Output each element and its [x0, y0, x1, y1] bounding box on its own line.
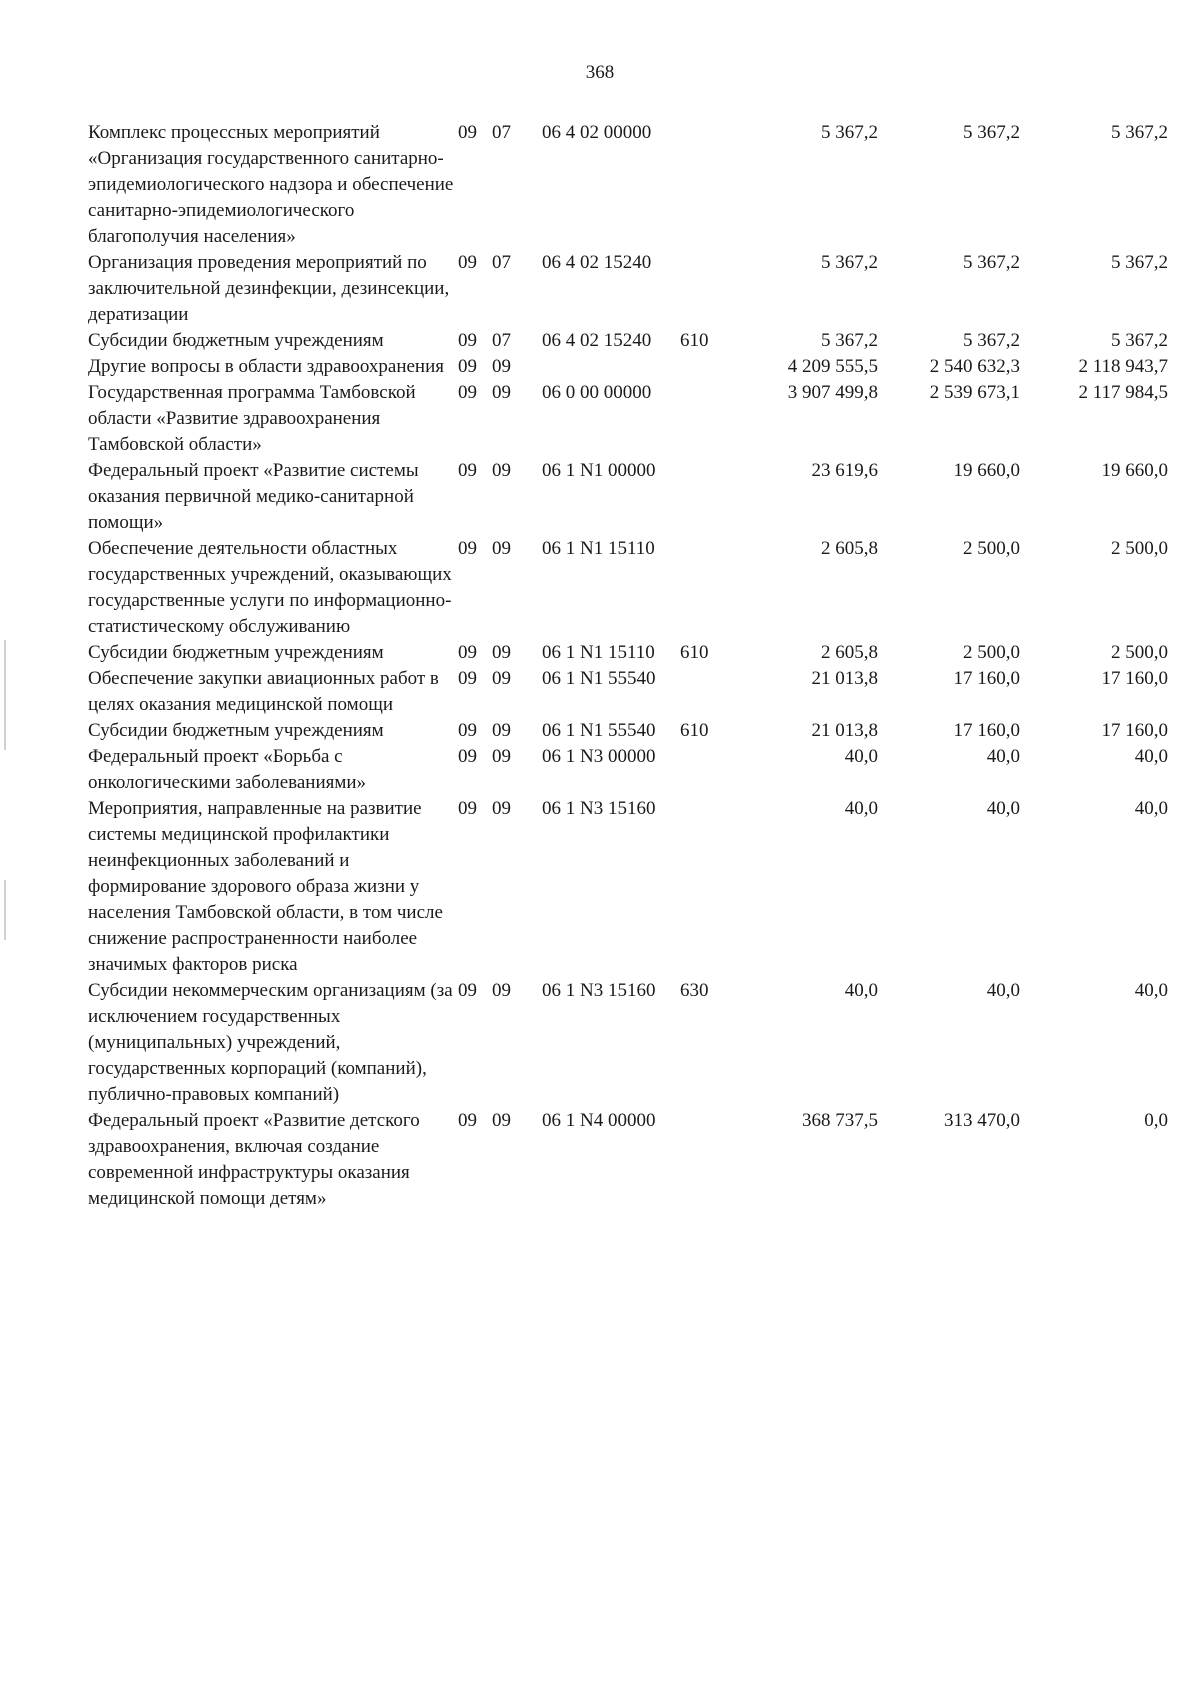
row-subsection-code: 07 [492, 330, 511, 351]
table-row [88, 120, 1168, 250]
table-row [88, 744, 1168, 796]
row-amount-1: 2 605,8 [821, 642, 878, 663]
row-subsection-code: 07 [492, 252, 511, 273]
row-subsection-code: 09 [492, 460, 511, 481]
row-expense-type [680, 796, 724, 978]
row-target-article: 06 0 00 00000 [542, 382, 652, 403]
row-name: Федеральный проект «Развитие системы оказания первичной медико-санитарной помощи» [88, 460, 419, 533]
table-row [88, 380, 1168, 458]
row-section-code: 09 [458, 538, 477, 559]
row-amount-1: 21 013,8 [811, 668, 878, 689]
row-section-code: 09 [458, 980, 477, 1001]
row-amount-1: 21 013,8 [811, 720, 878, 741]
table-row [88, 978, 1168, 1108]
row-name: Субсидии бюджетным учреждениям [88, 330, 384, 351]
table-row [88, 666, 1168, 718]
table-row [88, 536, 1168, 640]
scan-edge-mark [4, 640, 6, 750]
row-expense-type: 610 [680, 330, 709, 351]
row-amount-2: 19 660,0 [953, 460, 1020, 481]
row-amount-3: 40,0 [1134, 980, 1168, 1001]
row-name: Обеспечение деятельности областных государственных учреждений, оказывающих государственные услуги по информационно-статистическому обслуживанию [88, 538, 452, 637]
row-target-article: 06 1 N1 55540 [542, 720, 656, 741]
row-section-code: 09 [458, 798, 477, 819]
row-amount-2: 40,0 [986, 798, 1020, 819]
table-row [88, 718, 1168, 744]
row-target-article: 06 1 N1 15110 [542, 538, 655, 559]
row-expense-type [680, 744, 724, 796]
scan-edge-mark [4, 880, 6, 940]
row-target-article: 06 4 02 00000 [542, 122, 652, 143]
row-name: Другие вопросы в области здравоохранения [88, 356, 445, 377]
row-amount-2: 5 367,2 [963, 252, 1020, 273]
table-row [88, 354, 1168, 380]
row-name: Организация проведения мероприятий по заключительной дезинфекции, дезинсекции, дератизации [88, 252, 450, 325]
row-expense-type [680, 458, 724, 536]
row-amount-2: 17 160,0 [953, 668, 1020, 689]
row-amount-2: 2 500,0 [963, 642, 1020, 663]
row-amount-3: 5 367,2 [1111, 122, 1168, 143]
row-amount-1: 368 737,5 [802, 1110, 878, 1131]
table-row [88, 250, 1168, 328]
row-amount-2: 40,0 [986, 980, 1020, 1001]
row-amount-1: 40,0 [844, 980, 878, 1001]
row-name: Субсидии бюджетным учреждениям [88, 720, 384, 741]
row-subsection-code: 09 [492, 798, 511, 819]
row-name: Субсидии некоммерческим организациям (за исключением государственных (муниципальных) учреждений, государственных корпораций (компаний), публично-правовых компаний) [88, 980, 453, 1105]
row-amount-3: 2 500,0 [1111, 538, 1168, 559]
row-subsection-code: 09 [492, 642, 511, 663]
row-subsection-code: 09 [492, 356, 511, 377]
row-section-code: 09 [458, 1110, 477, 1131]
row-amount-3: 2 117 984,5 [1078, 382, 1168, 403]
row-expense-type [680, 250, 724, 328]
page-number: 368 [585, 62, 615, 83]
row-target-article: 06 1 N3 15160 [542, 980, 656, 1001]
row-amount-2: 5 367,2 [963, 122, 1020, 143]
row-section-code: 09 [458, 642, 477, 663]
row-amount-3: 40,0 [1134, 746, 1168, 767]
row-expense-type [680, 536, 724, 640]
row-target-article [542, 354, 680, 380]
row-section-code: 09 [458, 252, 477, 273]
row-amount-1: 5 367,2 [821, 122, 878, 143]
row-section-code: 09 [458, 356, 477, 377]
table-row [88, 328, 1168, 354]
row-section-code: 09 [458, 746, 477, 767]
row-subsection-code: 09 [492, 538, 511, 559]
row-amount-3: 5 367,2 [1111, 330, 1168, 351]
row-expense-type [680, 120, 724, 250]
row-name: Субсидии бюджетным учреждениям [88, 642, 384, 663]
row-expense-type [680, 354, 724, 380]
row-amount-2: 5 367,2 [963, 330, 1020, 351]
row-name: Комплекс процессных мероприятий «Организация государственного санитарно-эпидемиологического надзора и обеспечение санитарно-эпидемиологического благополучия населения» [88, 122, 454, 247]
row-expense-type [680, 1108, 724, 1212]
row-expense-type: 630 [680, 980, 709, 1001]
row-name: Государственная программа Тамбовской области «Развитие здравоохранения Тамбовской области» [88, 382, 416, 455]
budget-table-body [88, 120, 1168, 1212]
row-amount-1: 5 367,2 [821, 252, 878, 273]
row-amount-1: 5 367,2 [821, 330, 878, 351]
budget-table [88, 120, 1168, 1212]
row-section-code: 09 [458, 330, 477, 351]
row-amount-1: 3 907 499,8 [787, 382, 878, 403]
row-name: Федеральный проект «Борьба с онкологическими заболеваниями» [88, 746, 367, 793]
row-section-code: 09 [458, 382, 477, 403]
row-section-code: 09 [458, 122, 477, 143]
row-target-article: 06 1 N4 00000 [542, 1110, 656, 1131]
row-amount-2: 40,0 [986, 746, 1020, 767]
row-subsection-code: 09 [492, 668, 511, 689]
row-amount-3: 17 160,0 [1101, 720, 1168, 741]
table-row [88, 1108, 1168, 1212]
row-expense-type [680, 666, 724, 718]
row-expense-type [680, 380, 724, 458]
row-section-code: 09 [458, 720, 477, 741]
table-row [88, 640, 1168, 666]
row-amount-3: 5 367,2 [1111, 252, 1168, 273]
row-amount-3: 2 500,0 [1111, 642, 1168, 663]
row-name: Федеральный проект «Развитие детского здравоохранения, включая создание современной инфраструктуры оказания медицинской помощи детям» [88, 1110, 420, 1209]
row-target-article: 06 4 02 15240 [542, 252, 652, 273]
row-amount-3: 17 160,0 [1101, 668, 1168, 689]
row-subsection-code: 09 [492, 382, 511, 403]
row-amount-3: 19 660,0 [1101, 460, 1168, 481]
row-amount-2: 17 160,0 [953, 720, 1020, 741]
row-name: Обеспечение закупки авиационных работ в целях оказания медицинской помощи [88, 668, 439, 715]
row-target-article: 06 4 02 15240 [542, 330, 652, 351]
row-section-code: 09 [458, 668, 477, 689]
row-target-article: 06 1 N1 55540 [542, 668, 656, 689]
row-subsection-code: 09 [492, 720, 511, 741]
table-row [88, 796, 1168, 978]
row-amount-1: 23 619,6 [811, 460, 878, 481]
row-amount-2: 2 540 632,3 [929, 356, 1020, 377]
row-expense-type: 610 [680, 642, 709, 663]
row-subsection-code: 09 [492, 980, 511, 1001]
row-amount-1: 40,0 [844, 798, 878, 819]
row-target-article: 06 1 N3 15160 [542, 798, 656, 819]
table-row [88, 458, 1168, 536]
row-target-article: 06 1 N1 15110 [542, 642, 655, 663]
row-amount-2: 2 539 673,1 [929, 382, 1020, 403]
row-target-article: 06 1 N3 00000 [542, 746, 656, 767]
row-name: Мероприятия, направленные на развитие системы медицинской профилактики неинфекционных заболеваний и формирование здорового образа жизни у населения Тамбовской области, в том числе снижение распространенности наиболее значимых факторов риска [88, 798, 443, 975]
row-amount-3: 2 118 943,7 [1078, 356, 1168, 377]
row-subsection-code: 07 [492, 122, 511, 143]
row-amount-2: 2 500,0 [963, 538, 1020, 559]
row-amount-3: 40,0 [1134, 798, 1168, 819]
row-amount-1: 2 605,8 [821, 538, 878, 559]
row-amount-2: 313 470,0 [944, 1110, 1020, 1131]
row-amount-1: 4 209 555,5 [787, 356, 878, 377]
row-subsection-code: 09 [492, 1110, 511, 1131]
row-amount-1: 40,0 [844, 746, 878, 767]
row-expense-type: 610 [680, 720, 709, 741]
row-amount-3: 0,0 [1144, 1110, 1168, 1131]
row-subsection-code: 09 [492, 746, 511, 767]
row-section-code: 09 [458, 460, 477, 481]
row-target-article: 06 1 N1 00000 [542, 460, 656, 481]
